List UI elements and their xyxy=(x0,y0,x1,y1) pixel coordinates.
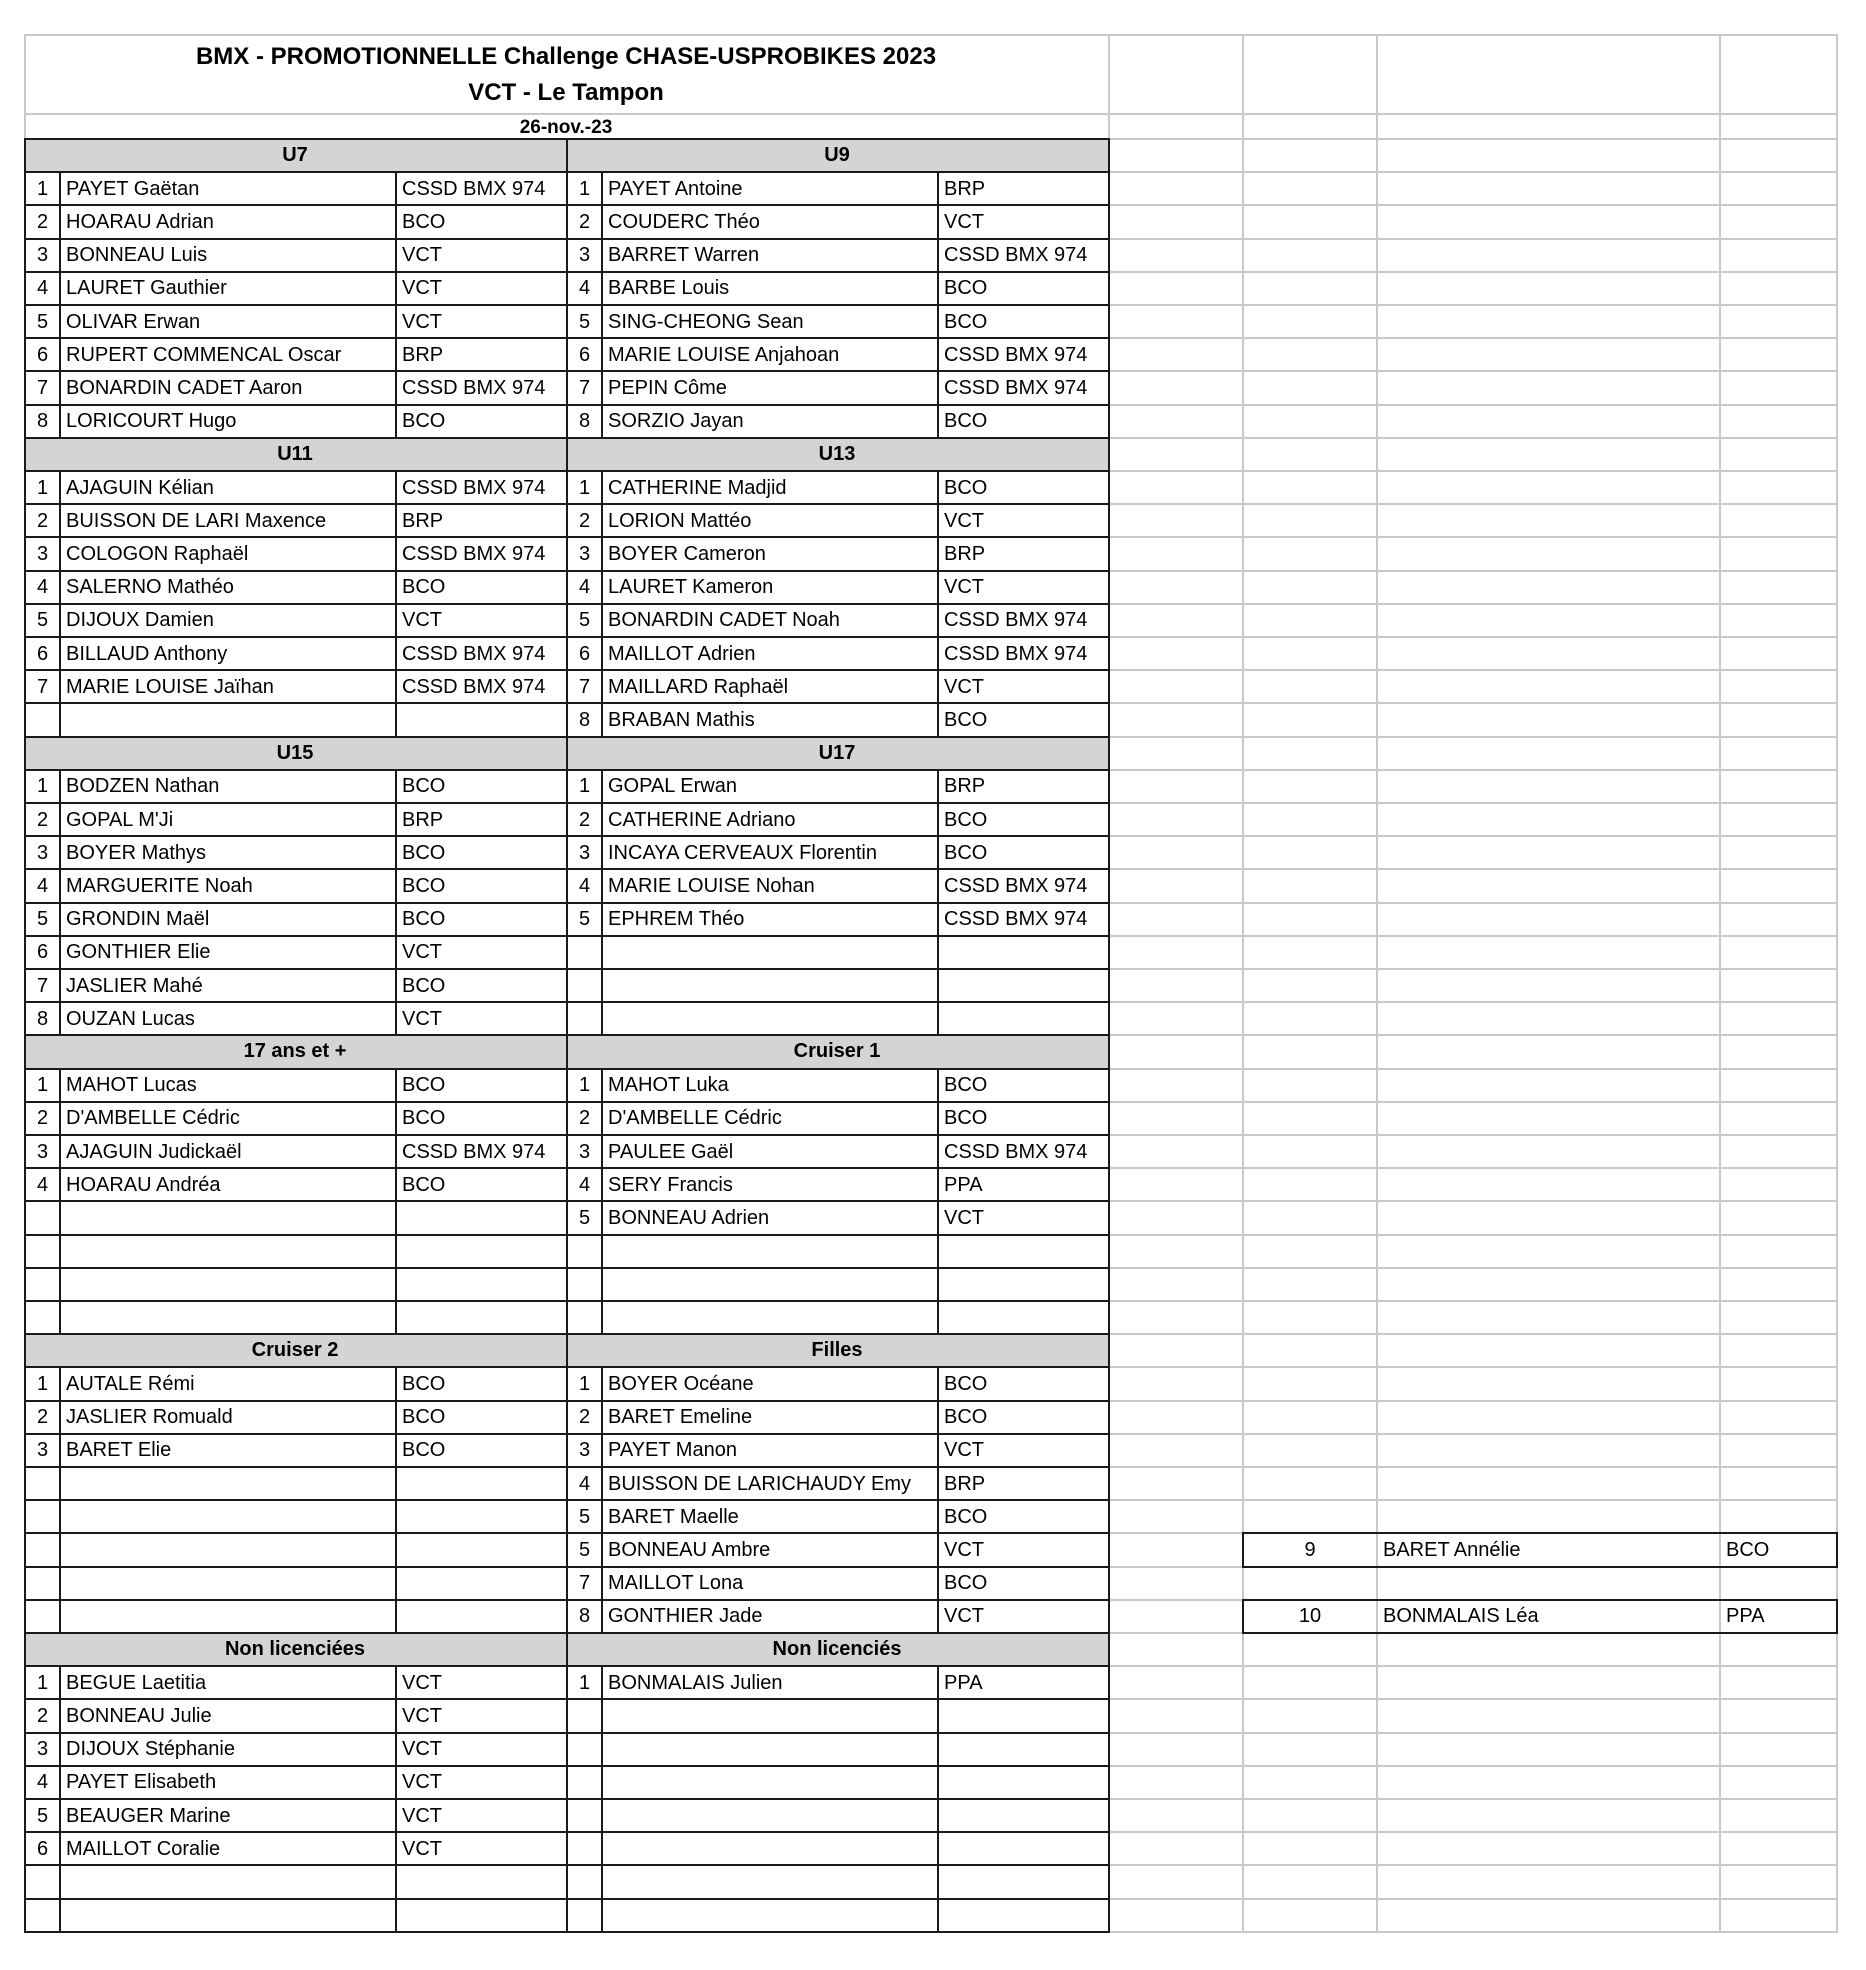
club-cell: CSSD BMX 974 xyxy=(944,642,1088,665)
border-line xyxy=(937,1300,939,1335)
rank-cell: 4 xyxy=(36,1173,49,1196)
club-cell: BCO xyxy=(402,974,446,997)
club-cell: CSSD BMX 974 xyxy=(402,542,546,565)
category-header-filles: Filles xyxy=(811,1339,863,1362)
page-title: BMX - PROMOTIONNELLE Challenge CHASE-USPROBIKES 2023 xyxy=(195,43,937,70)
border-line xyxy=(937,1001,939,1036)
rank-cell: 2 xyxy=(578,1107,591,1130)
border-line xyxy=(937,1798,939,1833)
club-cell: VCT xyxy=(944,509,984,532)
rank-cell: 4 xyxy=(578,277,591,300)
rider-name-cell: PAYET Elisabeth xyxy=(66,1771,217,1794)
rank-cell: 1 xyxy=(578,1671,591,1694)
rank-cell: 3 xyxy=(578,841,591,864)
border-line xyxy=(395,1499,397,1534)
club-cell: BCO xyxy=(402,210,446,233)
rider-name-cell: DIJOUX Damien xyxy=(66,609,214,632)
club-cell: BRP xyxy=(402,509,444,532)
rider-name-cell: MARIE LOUISE Jaïhan xyxy=(66,675,274,698)
border-line xyxy=(1108,138,1110,1933)
border-line xyxy=(937,968,939,1003)
club-cell: BCO xyxy=(402,841,446,864)
rank-cell: 4 xyxy=(578,1472,591,1495)
rank-cell: 10 xyxy=(1298,1605,1322,1628)
border-line xyxy=(59,1898,61,1933)
border-line xyxy=(395,1200,397,1235)
gridline xyxy=(1719,34,1721,1932)
rank-cell: 1 xyxy=(36,1074,49,1097)
rider-name-cell: LAURET Kameron xyxy=(608,576,774,599)
border-line xyxy=(937,935,939,970)
club-cell: BCO xyxy=(944,841,988,864)
rank-cell: 8 xyxy=(578,708,591,731)
rider-name-cell: BODZEN Nathan xyxy=(66,775,220,798)
rank-cell: 6 xyxy=(36,642,49,665)
rider-name-cell: BARET Emeline xyxy=(608,1406,753,1429)
rank-cell: 5 xyxy=(36,1804,49,1827)
rank-cell: 1 xyxy=(578,476,591,499)
rank-cell: 2 xyxy=(36,1406,49,1429)
border-line xyxy=(601,1234,603,1269)
club-cell: VCT xyxy=(944,576,984,599)
border-line xyxy=(59,1532,61,1567)
club-cell: CSSD BMX 974 xyxy=(402,376,546,399)
rider-name-cell: GOPAL Erwan xyxy=(608,775,737,798)
category-header-u9: U9 xyxy=(824,144,850,167)
rank-cell: 6 xyxy=(578,343,591,366)
rank-cell: 2 xyxy=(578,1406,591,1429)
club-cell: BCO xyxy=(402,576,446,599)
rank-cell: 5 xyxy=(578,1538,591,1561)
club-cell: BCO xyxy=(1726,1538,1770,1561)
rank-cell: 5 xyxy=(36,310,49,333)
rank-cell: 5 xyxy=(578,609,591,632)
club-cell: BCO xyxy=(402,775,446,798)
rank-cell: 3 xyxy=(36,1738,49,1761)
rank-cell: 2 xyxy=(36,210,49,233)
club-cell: VCT xyxy=(402,1804,442,1827)
rank-cell: 1 xyxy=(578,177,591,200)
rider-name-cell: OLIVAR Erwan xyxy=(66,310,201,333)
rank-cell: 4 xyxy=(578,874,591,897)
border-line xyxy=(395,1566,397,1601)
rider-name-cell: GOPAL M'Ji xyxy=(66,808,174,831)
border-line xyxy=(601,1898,603,1933)
rank-cell: 4 xyxy=(36,874,49,897)
border-line xyxy=(937,1864,939,1899)
club-cell: CSSD BMX 974 xyxy=(402,476,546,499)
border-line xyxy=(601,1300,603,1335)
rider-name-cell: LORICOURT Hugo xyxy=(66,410,237,433)
club-cell: BCO xyxy=(944,410,988,433)
rider-name-cell: PAULEE Gaël xyxy=(608,1140,734,1163)
border-line xyxy=(59,1466,61,1501)
club-cell: BCO xyxy=(402,908,446,931)
rider-name-cell: D'AMBELLE Cédric xyxy=(66,1107,240,1130)
border-line xyxy=(937,1267,939,1302)
rider-name-cell: BARRET Warren xyxy=(608,244,760,267)
rider-name-cell: PAYET Manon xyxy=(608,1439,737,1462)
rank-cell: 4 xyxy=(36,1771,49,1794)
club-cell: BRP xyxy=(944,775,986,798)
border-line xyxy=(59,1200,61,1235)
category-header-u17: U17 xyxy=(818,741,856,764)
rank-cell: 3 xyxy=(578,1439,591,1462)
border-line xyxy=(395,1234,397,1269)
club-cell: VCT xyxy=(402,310,442,333)
rank-cell: 5 xyxy=(36,908,49,931)
rank-cell: 2 xyxy=(36,1107,49,1130)
rank-cell: 5 xyxy=(578,1505,591,1528)
category-header-u11: U11 xyxy=(277,442,313,465)
club-cell: VCT xyxy=(402,1671,442,1694)
club-cell: BCO xyxy=(944,476,988,499)
rank-cell: 2 xyxy=(36,1704,49,1727)
rank-cell: 1 xyxy=(36,775,49,798)
club-cell: PPA xyxy=(944,1173,983,1196)
rank-cell: 1 xyxy=(36,1671,49,1694)
border-line xyxy=(937,1234,939,1269)
rider-name-cell: BONARDIN CADET Noah xyxy=(608,609,840,632)
club-cell: VCT xyxy=(402,244,442,267)
club-cell: BCO xyxy=(402,1439,446,1462)
rank-cell: 7 xyxy=(578,1572,591,1595)
border-line xyxy=(1836,1532,1838,1567)
rank-cell: 5 xyxy=(578,1206,591,1229)
rider-name-cell: RUPERT COMMENCAL Oscar xyxy=(66,343,342,366)
rider-name-cell: BONNEAU Adrien xyxy=(608,1206,770,1229)
page-subtitle: VCT - Le Tampon xyxy=(468,79,664,106)
club-cell: BCO xyxy=(944,1074,988,1097)
rider-name-cell: JASLIER Mahé xyxy=(66,974,203,997)
rank-cell: 1 xyxy=(36,177,49,200)
club-cell: BCO xyxy=(944,1406,988,1429)
club-cell: VCT xyxy=(402,1738,442,1761)
border-line xyxy=(59,1234,61,1269)
rank-cell: 3 xyxy=(578,542,591,565)
results-sheet xyxy=(24,34,1838,1932)
rider-name-cell: DIJOUX Stéphanie xyxy=(66,1738,235,1761)
rank-cell: 7 xyxy=(36,376,49,399)
rider-name-cell: HOARAU Andréa xyxy=(66,1173,221,1196)
club-cell: BRP xyxy=(402,808,444,831)
rider-name-cell: MAILLOT Coralie xyxy=(66,1837,221,1860)
rider-name-cell: BONMALAIS Léa xyxy=(1383,1605,1539,1628)
rider-name-cell: BONNEAU Julie xyxy=(66,1704,212,1727)
club-cell: BRP xyxy=(944,542,986,565)
club-cell: CSSD BMX 974 xyxy=(944,1140,1088,1163)
border-line xyxy=(59,1599,61,1634)
rider-name-cell: BOYER Cameron xyxy=(608,542,766,565)
club-cell: CSSD BMX 974 xyxy=(944,874,1088,897)
rider-name-cell: PEPIN Côme xyxy=(608,376,727,399)
rider-name-cell: MARIE LOUISE Anjahoan xyxy=(608,343,840,366)
rank-cell: 3 xyxy=(36,542,49,565)
club-cell: BCO xyxy=(402,410,446,433)
border-line xyxy=(395,1898,397,1933)
border-line xyxy=(395,702,397,737)
rider-name-cell: CATHERINE Adriano xyxy=(608,808,796,831)
club-cell: VCT xyxy=(944,1538,984,1561)
border-line xyxy=(59,1864,61,1899)
category-header-non-licenci-es: Non licenciées xyxy=(224,1638,366,1661)
gridline xyxy=(1376,34,1378,1932)
rank-cell: 1 xyxy=(36,476,49,499)
border-line xyxy=(601,1698,603,1733)
club-cell: VCT xyxy=(402,1837,442,1860)
border-line xyxy=(601,1864,603,1899)
rider-name-cell: LORION Mattéo xyxy=(608,509,752,532)
rider-name-cell: SORZIO Jayan xyxy=(608,410,744,433)
rider-name-cell: MARGUERITE Noah xyxy=(66,874,253,897)
rank-cell: 3 xyxy=(36,1140,49,1163)
club-cell: CSSD BMX 974 xyxy=(402,177,546,200)
club-cell: BCO xyxy=(402,874,446,897)
rider-name-cell: CATHERINE Madjid xyxy=(608,476,787,499)
rank-cell: 6 xyxy=(36,1837,49,1860)
border-line xyxy=(395,1599,397,1634)
border-line xyxy=(395,1300,397,1335)
club-cell: VCT xyxy=(944,1439,984,1462)
club-cell: BCO xyxy=(944,708,988,731)
rank-cell: 4 xyxy=(578,1173,591,1196)
club-cell: CSSD BMX 974 xyxy=(402,675,546,698)
rider-name-cell: LAURET Gauthier xyxy=(66,277,227,300)
club-cell: PPA xyxy=(1726,1605,1765,1628)
gridline xyxy=(1836,34,1838,1932)
club-cell: BCO xyxy=(944,310,988,333)
rank-cell: 3 xyxy=(578,244,591,267)
rider-name-cell: BEAUGER Marine xyxy=(66,1804,231,1827)
border-line xyxy=(601,968,603,1003)
rank-cell: 8 xyxy=(578,1605,591,1628)
club-cell: BCO xyxy=(944,1372,988,1395)
rank-cell: 6 xyxy=(36,343,49,366)
event-date: 26-nov.-23 xyxy=(519,116,613,138)
rider-name-cell: GRONDIN Maël xyxy=(66,908,210,931)
rider-name-cell: BONNEAU Ambre xyxy=(608,1538,771,1561)
border-line xyxy=(59,1267,61,1302)
rider-name-cell: PAYET Antoine xyxy=(608,177,743,200)
rider-name-cell: BONMALAIS Julien xyxy=(608,1671,783,1694)
club-cell: VCT xyxy=(944,210,984,233)
club-cell: CSSD BMX 974 xyxy=(402,642,546,665)
club-cell: VCT xyxy=(402,277,442,300)
rider-name-cell: MAILLOT Adrien xyxy=(608,642,756,665)
border-line xyxy=(601,1732,603,1767)
border-line xyxy=(1836,1599,1838,1634)
border-line xyxy=(601,1765,603,1800)
rank-cell: 2 xyxy=(578,210,591,233)
rank-cell: 8 xyxy=(578,410,591,433)
border-line xyxy=(395,1466,397,1501)
category-header-u13: U13 xyxy=(818,442,856,465)
rank-cell: 7 xyxy=(36,974,49,997)
rider-name-cell: MAILLARD Raphaël xyxy=(608,675,789,698)
rank-cell: 1 xyxy=(578,775,591,798)
club-cell: VCT xyxy=(944,1605,984,1628)
border-line xyxy=(601,935,603,970)
rider-name-cell: BONNEAU Luis xyxy=(66,244,208,267)
club-cell: VCT xyxy=(402,941,442,964)
rider-name-cell: SING-CHEONG Sean xyxy=(608,310,804,333)
club-cell: VCT xyxy=(402,1704,442,1727)
border-line xyxy=(937,1732,939,1767)
category-header-non-licenci-s: Non licenciés xyxy=(772,1638,902,1661)
club-cell: CSSD BMX 974 xyxy=(944,343,1088,366)
club-cell: VCT xyxy=(402,609,442,632)
rider-name-cell: EPHREM Théo xyxy=(608,908,745,931)
club-cell: BRP xyxy=(944,177,986,200)
rank-cell: 3 xyxy=(578,1140,591,1163)
rider-name-cell: BONARDIN CADET Aaron xyxy=(66,376,303,399)
rider-name-cell: HOARAU Adrian xyxy=(66,210,214,233)
rider-name-cell: BOYER Océane xyxy=(608,1372,754,1395)
rank-cell: 7 xyxy=(578,675,591,698)
club-cell: CSSD BMX 974 xyxy=(944,376,1088,399)
rank-cell: 4 xyxy=(36,277,49,300)
category-header-cruiser-2: Cruiser 2 xyxy=(251,1339,339,1362)
border-line xyxy=(937,1831,939,1866)
rank-cell: 1 xyxy=(578,1372,591,1395)
rider-name-cell: COUDERC Théo xyxy=(608,210,760,233)
border-line xyxy=(395,1532,397,1567)
category-header-17-ans-et-: 17 ans et + xyxy=(243,1040,347,1063)
rank-cell: 2 xyxy=(36,808,49,831)
border-line xyxy=(59,1499,61,1534)
rider-name-cell: BARET Annélie xyxy=(1383,1538,1521,1561)
rank-cell: 7 xyxy=(578,376,591,399)
rider-name-cell: BARET Maelle xyxy=(608,1505,739,1528)
club-cell: VCT xyxy=(402,1771,442,1794)
rank-cell: 1 xyxy=(578,1074,591,1097)
category-header-cruiser-1: Cruiser 1 xyxy=(793,1040,881,1063)
border-line xyxy=(601,1831,603,1866)
rider-name-cell: D'AMBELLE Cédric xyxy=(608,1107,782,1130)
rank-cell: 5 xyxy=(578,908,591,931)
rider-name-cell: BILLAUD Anthony xyxy=(66,642,228,665)
rank-cell: 5 xyxy=(36,609,49,632)
rank-cell: 4 xyxy=(36,576,49,599)
rider-name-cell: SERY Francis xyxy=(608,1173,733,1196)
rider-name-cell: BUISSON DE LARI Maxence xyxy=(66,509,327,532)
rider-name-cell: INCAYA CERVEAUX Florentin xyxy=(608,841,877,864)
rider-name-cell: BARET Elie xyxy=(66,1439,172,1462)
rank-cell: 6 xyxy=(36,941,49,964)
rank-cell: 3 xyxy=(36,841,49,864)
club-cell: VCT xyxy=(402,1007,442,1030)
club-cell: BCO xyxy=(944,1107,988,1130)
rank-cell: 1 xyxy=(36,1372,49,1395)
rider-name-cell: GONTHIER Elie xyxy=(66,941,211,964)
club-cell: PPA xyxy=(944,1671,983,1694)
rider-name-cell: MARIE LOUISE Nohan xyxy=(608,874,815,897)
rider-name-cell: BARBE Louis xyxy=(608,277,730,300)
rider-name-cell: COLOGON Raphaël xyxy=(66,542,249,565)
rider-name-cell: MAHOT Luka xyxy=(608,1074,729,1097)
rank-cell: 7 xyxy=(36,675,49,698)
rider-name-cell: OUZAN Lucas xyxy=(66,1007,195,1030)
border-line xyxy=(601,1267,603,1302)
club-cell: BCO xyxy=(944,1505,988,1528)
rider-name-cell: AUTALE Rémi xyxy=(66,1372,195,1395)
border-line xyxy=(937,1898,939,1933)
club-cell: BCO xyxy=(402,1406,446,1429)
rider-name-cell: AJAGUIN Judickaël xyxy=(66,1140,242,1163)
category-header-u7: U7 xyxy=(282,144,308,167)
border-line xyxy=(59,1566,61,1601)
rider-name-cell: BRABAN Mathis xyxy=(608,708,755,731)
club-cell: CSSD BMX 974 xyxy=(944,244,1088,267)
rank-cell: 2 xyxy=(578,509,591,532)
club-cell: BRP xyxy=(402,343,444,366)
border-line xyxy=(601,1001,603,1036)
rank-cell: 3 xyxy=(36,244,49,267)
rider-name-cell: JASLIER Romuald xyxy=(66,1406,233,1429)
gridline xyxy=(1242,34,1244,1932)
club-cell: BCO xyxy=(402,1173,446,1196)
rider-name-cell: BOYER Mathys xyxy=(66,841,207,864)
rider-name-cell: BEGUE Laetitia xyxy=(66,1671,207,1694)
club-cell: VCT xyxy=(944,675,984,698)
rider-name-cell: PAYET Gaëtan xyxy=(66,177,200,200)
club-cell: BCO xyxy=(944,277,988,300)
rider-name-cell: BUISSON DE LARICHAUDY Emy xyxy=(608,1472,912,1495)
club-cell: BCO xyxy=(944,808,988,831)
rider-name-cell: AJAGUIN Kélian xyxy=(66,476,214,499)
rider-name-cell: MAHOT Lucas xyxy=(66,1074,197,1097)
rank-cell: 8 xyxy=(36,410,49,433)
rider-name-cell: SALERNO Mathéo xyxy=(66,576,234,599)
border-line xyxy=(937,1765,939,1800)
club-cell: BRP xyxy=(944,1472,986,1495)
rank-cell: 6 xyxy=(578,642,591,665)
rider-name-cell: MAILLOT Lona xyxy=(608,1572,744,1595)
rank-cell: 3 xyxy=(36,1439,49,1462)
rank-cell: 5 xyxy=(578,310,591,333)
club-cell: BCO xyxy=(402,1372,446,1395)
rank-cell: 9 xyxy=(1304,1538,1316,1561)
rank-cell: 4 xyxy=(578,576,591,599)
rank-cell: 2 xyxy=(578,808,591,831)
border-line xyxy=(59,1300,61,1335)
border-line xyxy=(59,702,61,737)
club-cell: CSSD BMX 974 xyxy=(402,1140,546,1163)
border-line xyxy=(395,1267,397,1302)
border-line xyxy=(601,1798,603,1833)
club-cell: VCT xyxy=(944,1206,984,1229)
club-cell: BCO xyxy=(402,1107,446,1130)
border-line xyxy=(395,1864,397,1899)
rank-cell: 2 xyxy=(36,509,49,532)
club-cell: BCO xyxy=(402,1074,446,1097)
club-cell: BCO xyxy=(944,1572,988,1595)
gridline xyxy=(24,34,1838,36)
club-cell: CSSD BMX 974 xyxy=(944,908,1088,931)
category-header-u15: U15 xyxy=(276,741,314,764)
rank-cell: 8 xyxy=(36,1007,49,1030)
border-line xyxy=(937,1698,939,1733)
rider-name-cell: GONTHIER Jade xyxy=(608,1605,763,1628)
club-cell: CSSD BMX 974 xyxy=(944,609,1088,632)
